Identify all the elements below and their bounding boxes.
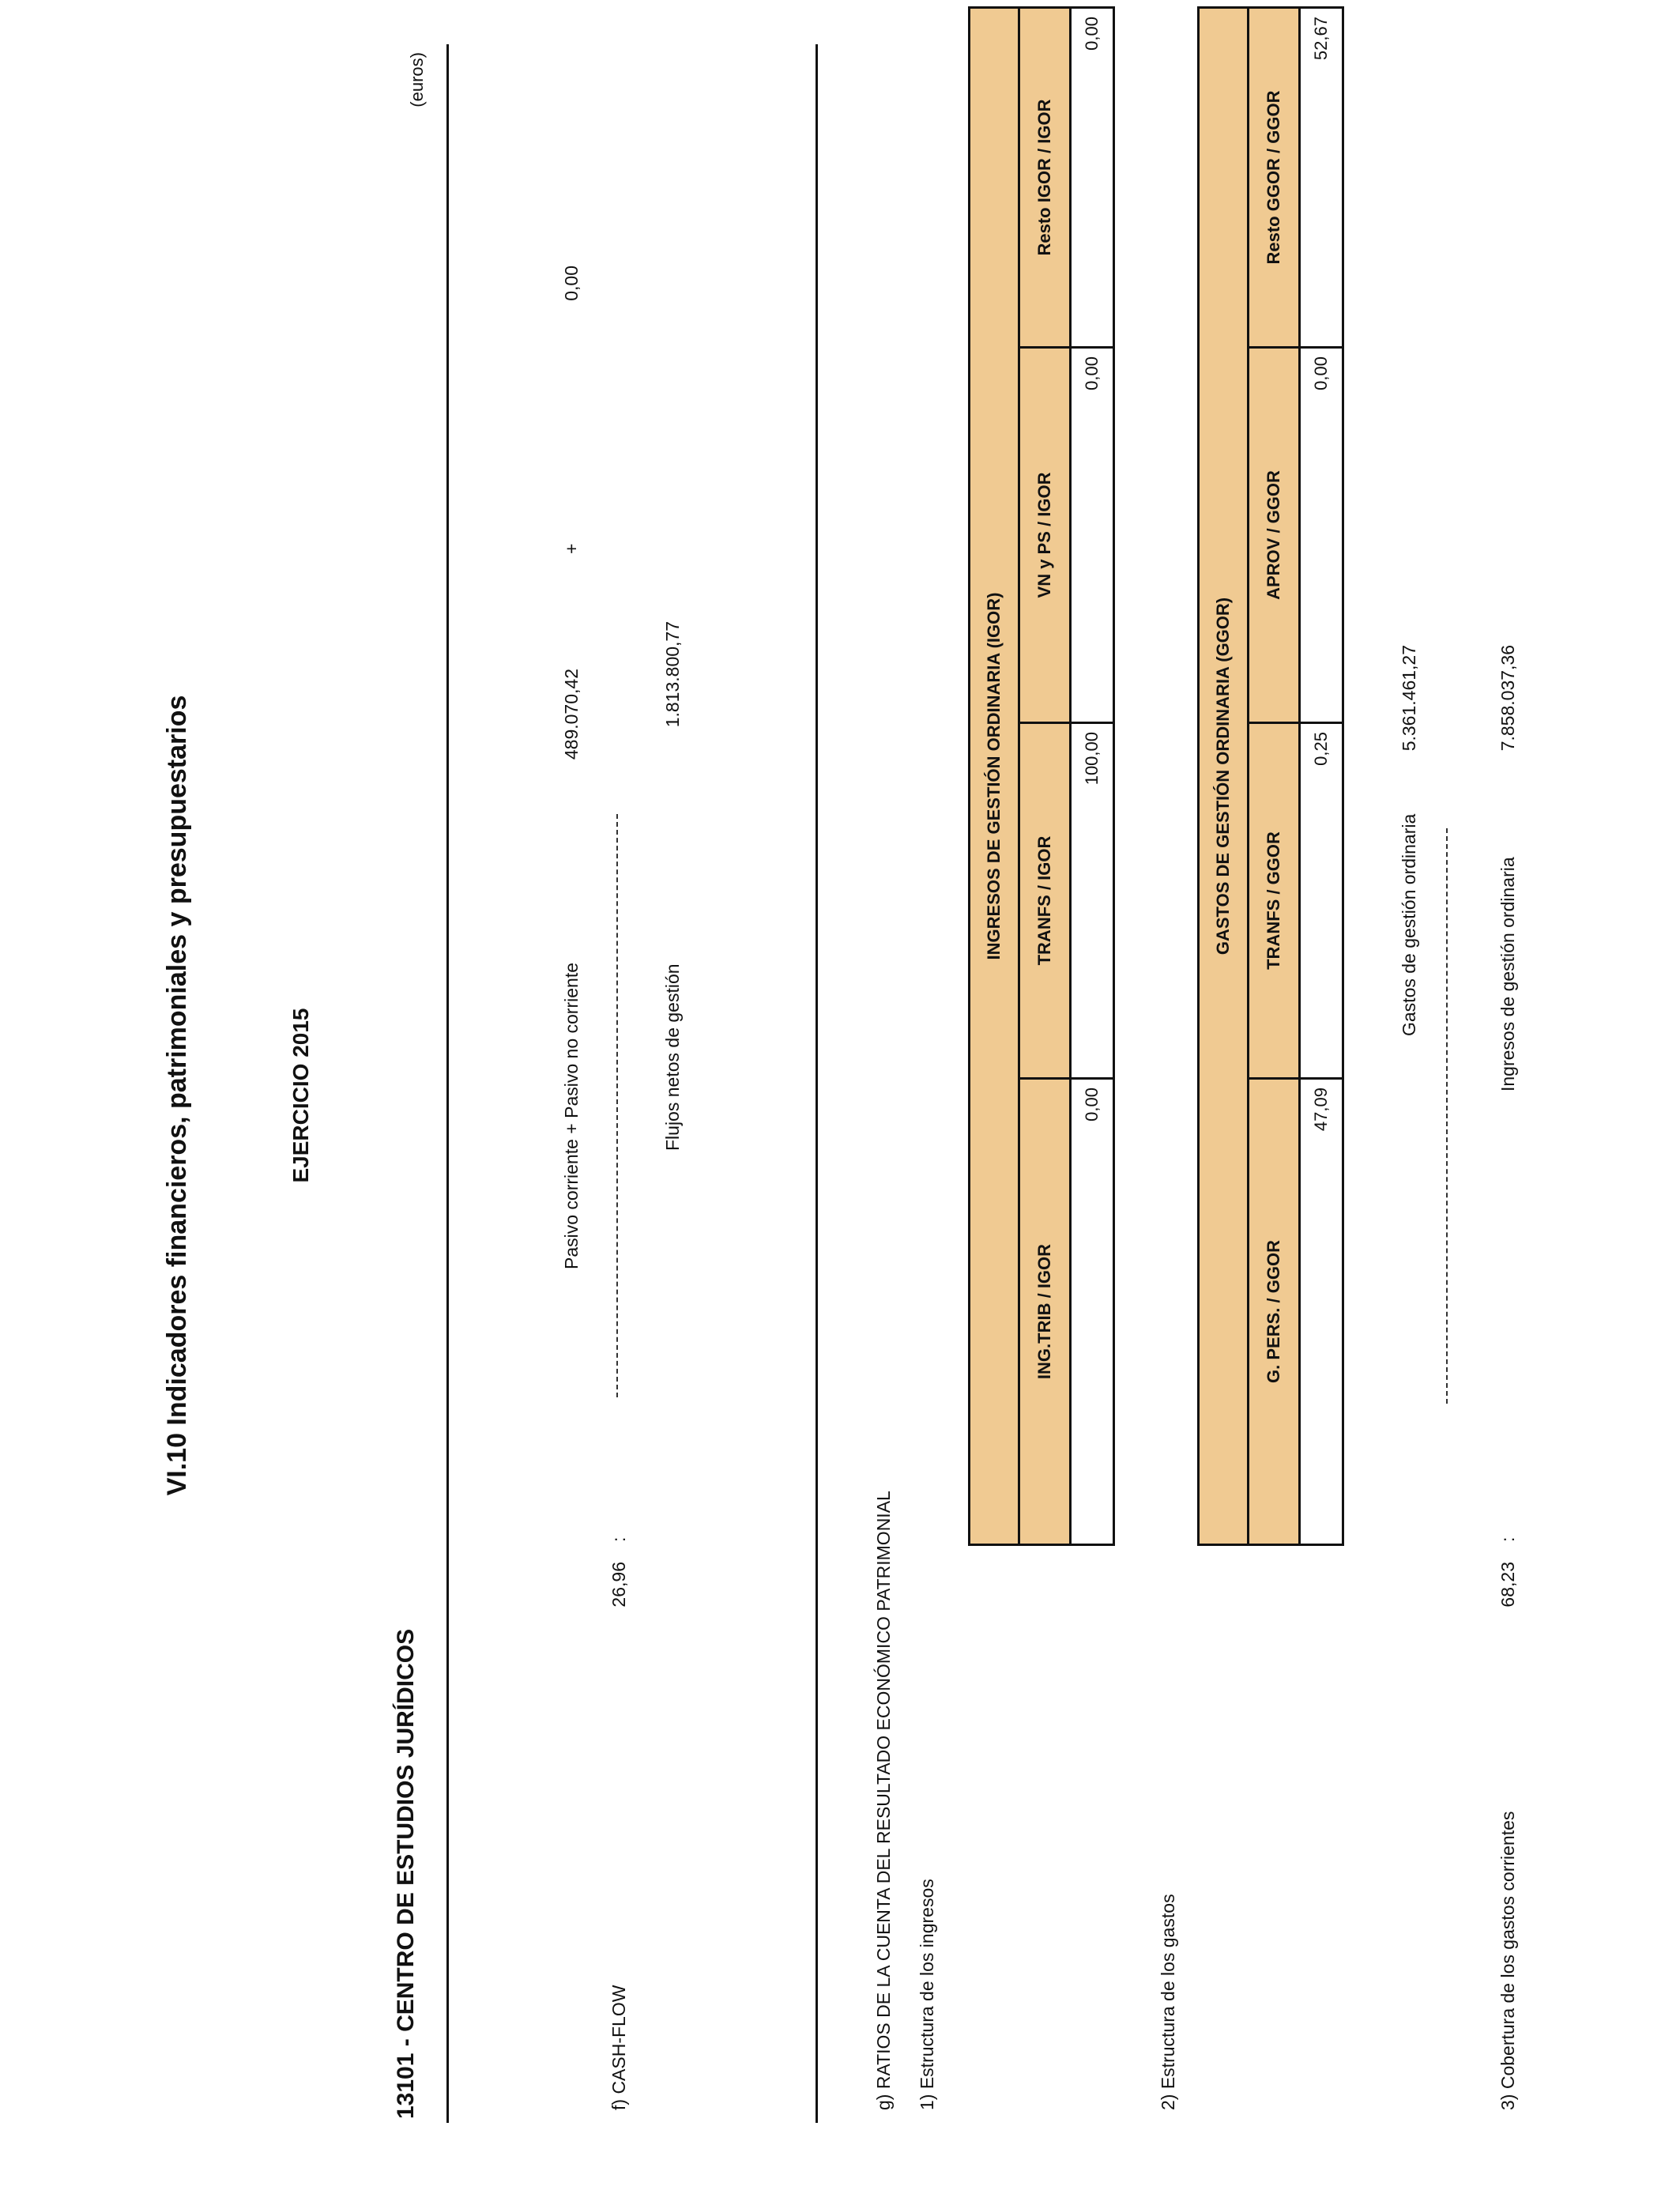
ingresos-col-vn-ps: VN y PS / IGOR [1019,348,1071,723]
cashflow-denominator-label: Flujos netos de gestión [662,963,683,1151]
middle-divider [816,44,818,2123]
gastos-table [1197,6,1344,1546]
gastos-val-resto: 52,67 [1300,8,1343,348]
cashflow-denominator-value: 1.813.800,77 [662,621,683,728]
ingresos-structure-label: 1) Estructura de los ingresos [917,1879,937,2110]
section-g-title: g) RATIOS DE LA CUENTA DEL RESULTADO ECONÓMICO PATRIMONIAL [873,1491,894,2110]
cashflow-separator: : [608,1536,629,1542]
ingresos-col-tranfs: TRANFS / IGOR [1019,723,1071,1079]
ingresos-group-header: INGRESOS DE GESTIÓN ORDINARIA (IGOR) [970,7,1019,1544]
cobertura-numerator-value: 5.361.461,27 [1399,645,1419,752]
report-title: VI.10 Indicadores financieros, patrimoniales y presupuestarios [162,695,192,1496]
cobertura-label: 3) Cobertura de los gastos corrientes [1497,1811,1518,2110]
cashflow-numerator-label: Pasivo corriente + Pasivo no corriente [561,962,582,1269]
cobertura-separator: : [1497,1536,1518,1542]
gastos-col-resto: Resto GGOR / GGOR [1249,8,1300,348]
entity-name: 13101 - CENTRO DE ESTUDIOS JURÍDICOS [393,1628,419,2119]
ingresos-val-resto: 0,00 [1071,7,1114,347]
gastos-val-aprov: 0,00 [1300,348,1343,723]
plus-sign: + [561,543,582,554]
ejercicio-label: EJERCICIO 2015 [288,1008,313,1183]
cobertura-fraction-line [1446,828,1448,1404]
gastos-val-g-pers: 47,09 [1300,1079,1343,1545]
gastos-val-tranfs: 0,25 [1300,723,1343,1079]
cobertura-denominator-value: 7.858.037,36 [1497,645,1518,752]
gastos-col-tranfs: TRANFS / GGOR [1249,723,1300,1079]
cobertura-denominator-label: Ingresos de gestión ordinaria [1497,857,1518,1091]
cobertura-value: 68,23 [1497,1562,1518,1608]
gastos-col-aprov: APROV / GGOR [1249,348,1300,723]
ingresos-table [968,6,1115,1546]
top-divider [446,44,449,2123]
gastos-group-header: GASTOS DE GESTIÓN ORDINARIA (GGOR) [1199,8,1249,1545]
cashflow-numerator-value-1: 489.070,42 [561,669,582,760]
ingresos-val-ing-trib: 0,00 [1071,1079,1114,1545]
ingresos-col-ing-trib: ING.TRIB / IGOR [1019,1079,1071,1545]
cashflow-label: f) CASH-FLOW [608,1985,629,2110]
ingresos-val-vn-ps: 0,00 [1071,348,1114,723]
units-label: (euros) [407,52,427,107]
ingresos-col-resto: Resto IGOR / IGOR [1019,7,1071,347]
cobertura-numerator-label: Gastos de gestión ordinaria [1399,813,1419,1036]
cashflow-fraction-line [616,814,618,1397]
gastos-structure-label: 2) Estructura de los gastos [1158,1894,1178,2110]
gastos-col-g-pers: G. PERS. / GGOR [1249,1079,1300,1545]
cashflow-value: 26,96 [608,1562,629,1608]
cashflow-numerator-value-2: 0,00 [561,266,582,301]
ingresos-val-tranfs: 100,00 [1071,723,1114,1079]
